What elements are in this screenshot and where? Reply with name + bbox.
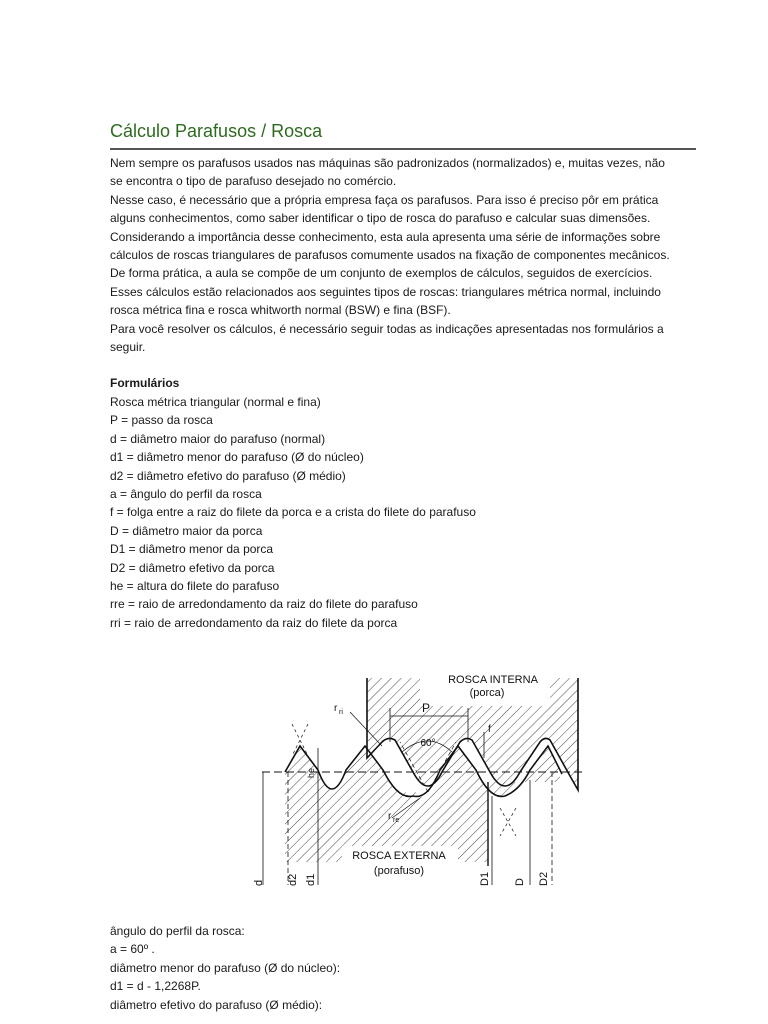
document-body: [110, 118, 720, 632]
intro-line: Esses cálculos estão relacionados aos seguintes tipos de roscas: triangulares métrica normal, incluindo: [110, 284, 661, 299]
f-label: f: [488, 724, 491, 735]
formula-line: D2 = diâmetro efetivo da porca: [110, 560, 275, 575]
page-title: Cálculo Parafusos / Rosca: [110, 121, 323, 141]
intro-line: De forma prática, a aula se compõe de um conjunto de exemplos de cálculos, seguidos de exercícios.: [110, 266, 653, 281]
detail-line: d1 = d - 1,2268P.: [110, 979, 201, 994]
angle-label: 60°: [420, 738, 436, 749]
formula-line: a = ângulo do perfil da rosca: [110, 486, 262, 501]
intro-line: Nesse caso, é necessário que a própria empresa faça os parafusos. Para isso é preciso pôr em prática: [110, 192, 659, 207]
internal-thread-label: ROSCA INTERNA: [448, 674, 538, 686]
intro-line: alguns conhecimentos, como saber identificar o tipo de rosca do parafuso e calcular suas dimensões.: [110, 211, 651, 226]
D-label: D: [514, 878, 526, 886]
formula-line: D1 = diâmetro menor da porca: [110, 542, 274, 557]
intro-line: se encontra o tipo de parafuso desejado no comércio.: [110, 174, 397, 189]
thread-profile-diagram: [250, 668, 590, 892]
detail-line: ângulo do perfil da rosca:: [110, 924, 245, 938]
intro-line: rosca métrica fina e rosca whitworth normal (BSW) e fina (BSF).: [110, 303, 451, 318]
detail-line: a = 60º .: [110, 942, 155, 957]
formula-details: [110, 922, 720, 1014]
crest-mark: [500, 808, 516, 836]
he-label: he: [306, 767, 316, 778]
formula-line: d2 = diâmetro efetivo do parafuso (Ø médio): [110, 468, 346, 483]
intro-line: Nem sempre os parafusos usados nas máquinas são padronizados (normalizados) e, muitas vezes, não: [110, 156, 665, 170]
formula-line: Rosca métrica triangular (normal e fina): [110, 394, 321, 409]
formula-line: he = altura do filete do parafuso: [110, 578, 280, 593]
formula-line: rri = raio de arredondamento da raiz do filete da porca: [110, 615, 398, 630]
D2-label: D2: [538, 871, 550, 886]
intro-line: seguir.: [110, 340, 146, 355]
formula-line: D = diâmetro maior da porca: [110, 523, 263, 538]
D1-label: D1: [479, 871, 491, 886]
d2-label: d2: [287, 873, 299, 886]
external-thread-label: ROSCA EXTERNA: [352, 850, 446, 862]
pitch-label: P: [421, 701, 431, 715]
formula-line: rre = raio de arredondamento da raiz do filete do parafuso: [110, 597, 418, 612]
d-label: d: [253, 879, 265, 886]
title-underline: [110, 148, 696, 150]
d1-label: d1: [305, 873, 317, 886]
rri-label-r: r: [334, 703, 338, 714]
formularios-heading: Formulários: [110, 376, 180, 391]
intro-line: cálculos de roscas triangulares de parafusos comumente usados na fixação de componentes mecânicos.: [110, 248, 670, 263]
detail-line: diâmetro efetivo do parafuso (Ø médio):: [110, 997, 323, 1012]
formula-line: P = passo da rosca: [110, 413, 213, 428]
external-thread-sublabel: (porafuso): [373, 865, 425, 877]
rri-label: ri: [339, 709, 343, 716]
crest-mark: [500, 808, 516, 836]
rre-label: re: [393, 817, 400, 824]
detail-line: diâmetro menor do parafuso (Ø do núcleo):: [110, 960, 341, 975]
spacer: [110, 356, 720, 374]
internal-thread-sublabel: (porca): [469, 687, 505, 699]
formula-line: d1 = diâmetro menor do parafuso (Ø do núcleo): [110, 450, 364, 465]
intro-line: Considerando a importância desse conhecimento, esta aula apresenta uma série de informações sobre: [110, 229, 661, 244]
rre-label-r: r: [388, 811, 392, 822]
formula-line: f = folga entre a raiz do filete da porca e a crista do filete do parafuso: [110, 505, 476, 520]
formula-line: d = diâmetro maior do parafuso (normal): [110, 431, 326, 446]
intro-line: Para você resolver os cálculos, é necessário seguir todas as indicações apresentadas nos formulários a: [110, 321, 664, 336]
